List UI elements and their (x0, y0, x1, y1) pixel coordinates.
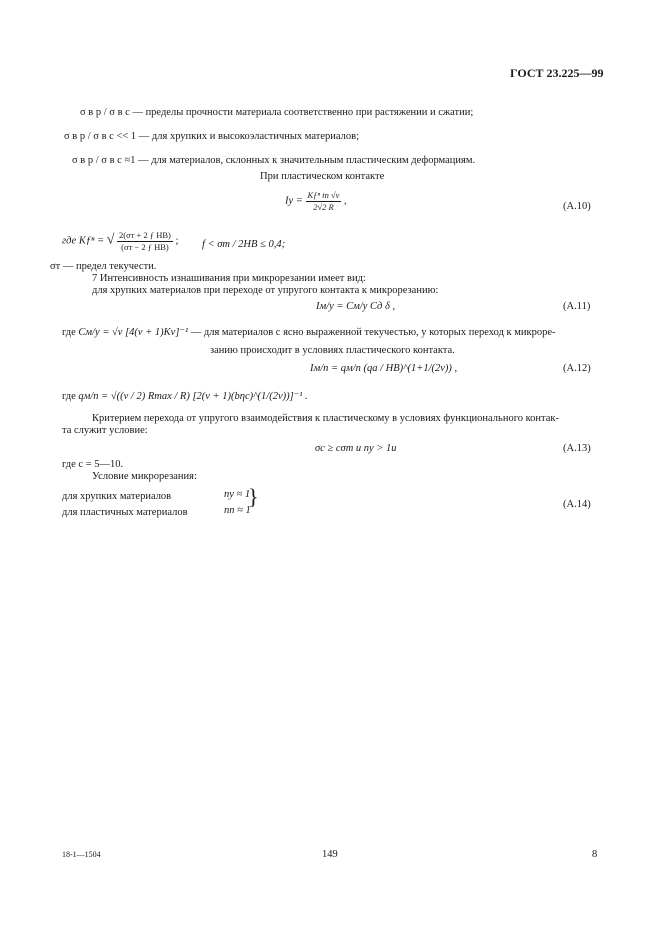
q-expression: qм/п = √((ν / 2) Rmax / R) [2(ν + 1)(bηc)^(1/(2ν))]⁻¹ . (78, 391, 308, 402)
where-c-prefix: где (62, 327, 76, 338)
line-strength-limits: σ в р / σ в с — пределы прочности материала соответственно при растяжении и сжатии; (80, 107, 474, 118)
kf-label: где Kƒⁿ = (62, 235, 105, 247)
kf-fraction (117, 230, 173, 252)
microcut-condition: Условие микрорезания: (92, 471, 197, 482)
eq-a10-numerator: Kƒⁿ tп √ν (307, 190, 340, 200)
where-c-line (62, 326, 556, 339)
paragraph-7: 7 Интенсивность изнашивания при микрорезании имеет вид: (92, 273, 366, 284)
nn-condition: nп ≈ 1 (224, 505, 251, 516)
brittle-label: для хрупких материалов (62, 491, 172, 502)
kf-denominator: (σт − 2 ƒ HB) (121, 241, 169, 252)
eq-a10-number: (A.10) (563, 201, 591, 212)
sigma-t-def: σт — предел текучести. (50, 261, 157, 272)
footer-print-code: 18-1—1504 (62, 850, 101, 859)
where-kf: где Kƒⁿ = √ $\frac{\text{2(σт + 2 ƒ HB)}}{\text{(σт − 2 ƒ HB)}}$ ; (62, 230, 179, 252)
eq-a10-fraction (306, 190, 342, 212)
system-brace-icon: } (248, 484, 259, 509)
equation-a13: σс ≥ cσт и nу > 1и (315, 443, 397, 454)
kf-numerator: 2(σт + 2 ƒ HB) (119, 230, 171, 240)
plastic-contact-heading: При пластическом контакте (260, 171, 385, 182)
eq-a10-lhs: Iy = (285, 195, 303, 207)
eq-a12-number: (A.12) (563, 363, 591, 374)
ny-condition: nу ≈ 1 (224, 489, 251, 500)
eq-a14-number: (A.14) (563, 499, 591, 510)
criterion-line-1: Критерием перехода от упругого взаимодействия к пластическому в условиях функционального контак- (92, 413, 560, 424)
where-c-range: где c = 5—10. (62, 459, 124, 470)
line-plastic-ratio: σ в р / σ в с ≈1 — для материалов, склонных к значительным пластическим деформациям. (72, 155, 476, 166)
where-q-line (62, 390, 308, 403)
plastic-label: для пластичных материалов (62, 507, 188, 518)
where-c-continuation: занию происходит в условиях пластического контакта. (210, 345, 455, 356)
criterion-line-2: та служит условие: (62, 425, 148, 436)
brittle-transition: для хрупких материалов при переходе от упругого контакта к микрорезанию: (92, 285, 439, 296)
eq-a10-tail: , (344, 195, 347, 207)
equation-a11: Iм/у = Cм/у Cд δ , (316, 301, 396, 312)
eq-a11-number: (A.11) (563, 301, 591, 312)
footer-page-number: 149 (322, 849, 338, 860)
doc-header: ГОСТ 23.225—99 (510, 66, 604, 80)
eq-a13-number: (A.13) (563, 443, 591, 454)
where-q-prefix: где (62, 391, 76, 402)
equation-a12: Iм/п = qм/п (qа / НВ)^(1+1/(2ν)) , (310, 363, 458, 374)
c-expression: Cм/у = √ν [4(ν + 1)Kν]⁻¹ (78, 327, 189, 338)
line-brittle-ratio: σ в р / σ в с << 1 — для хрупких и высокоэластичных материалов; (64, 131, 359, 142)
where-c-desc: — для материалов с ясно выраженной текучестью, у которых переход к микроре- (190, 327, 556, 338)
f-condition: f < σт / 2НВ ≤ 0,4; (202, 239, 286, 250)
eq-a10-denominator: 2√2 R (313, 201, 334, 212)
equation-a10 (285, 190, 347, 212)
footer-section-number: 8 (592, 849, 598, 860)
kf-tail: ; (175, 235, 179, 247)
